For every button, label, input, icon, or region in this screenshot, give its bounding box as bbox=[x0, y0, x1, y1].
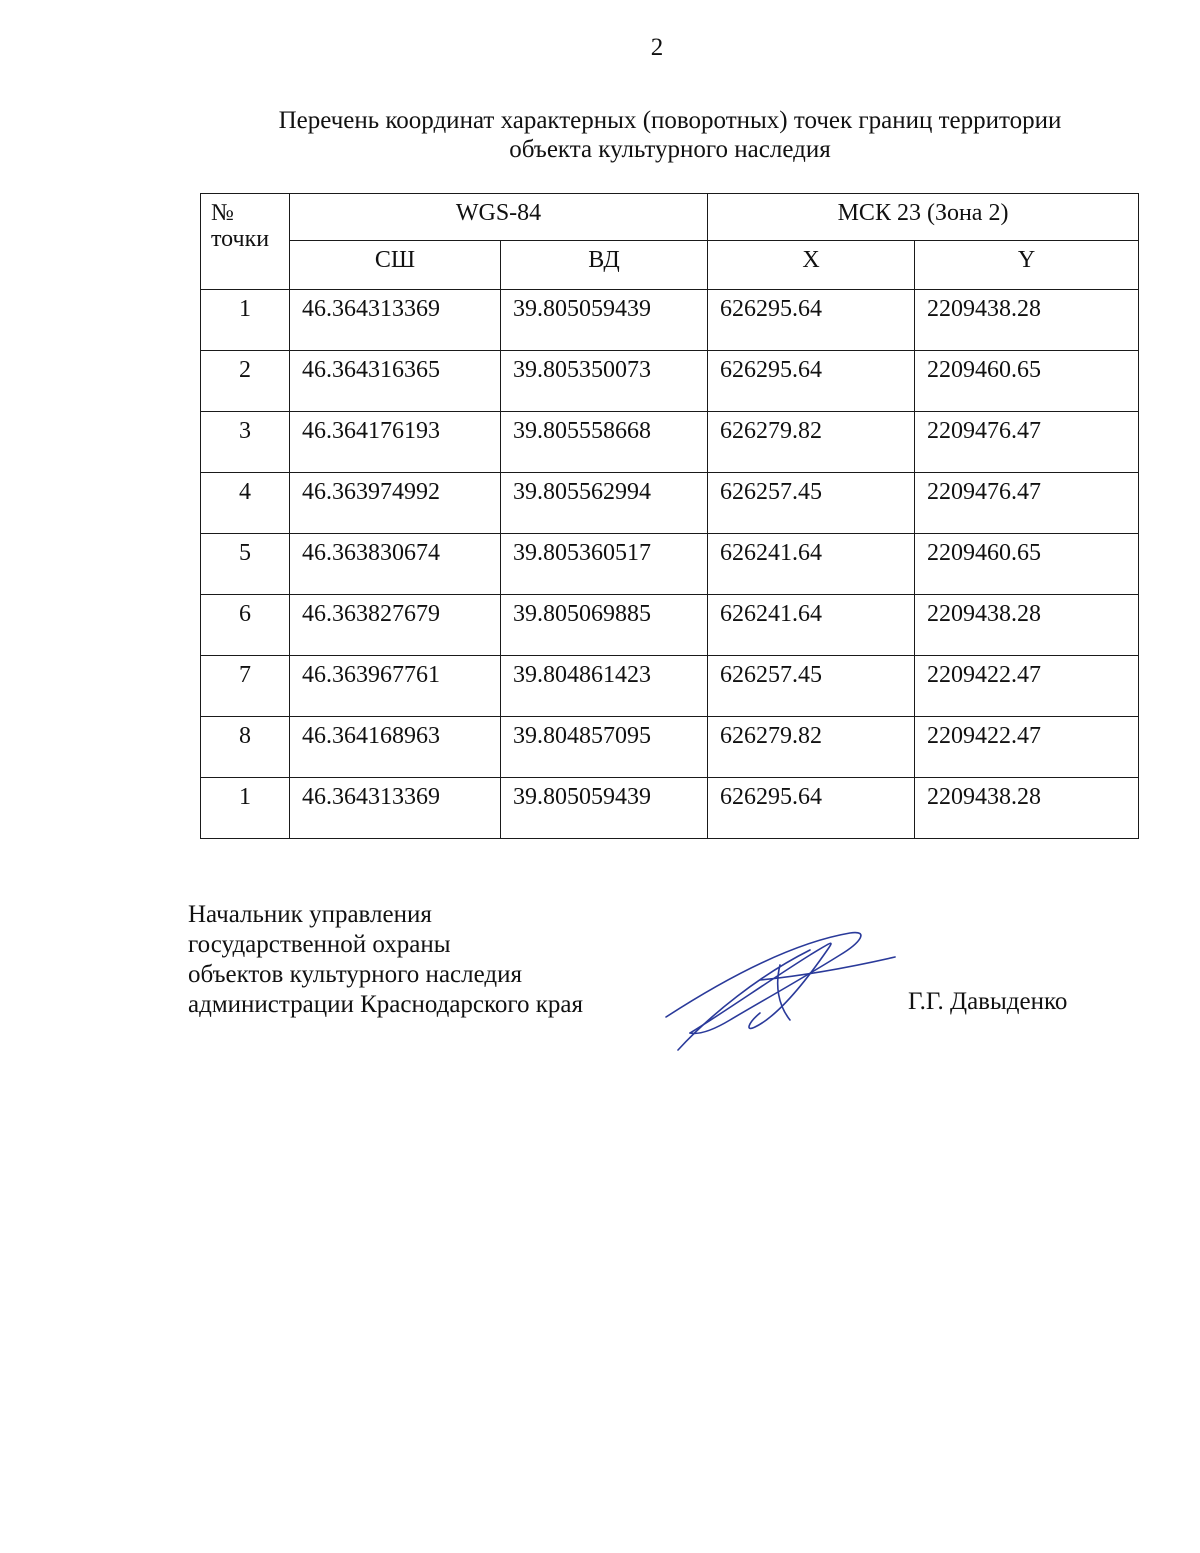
table-header-row bbox=[201, 194, 1139, 241]
header-x: X bbox=[708, 241, 915, 290]
latitude-cell: 46.364168963 bbox=[290, 717, 501, 778]
y-coordinate-cell: 2209460.65 bbox=[915, 534, 1139, 595]
longitude-cell: 39.805558668 bbox=[501, 412, 708, 473]
x-coordinate-cell: 626279.82 bbox=[708, 412, 915, 473]
header-latitude: СШ bbox=[290, 241, 501, 290]
latitude-cell: 46.364313369 bbox=[290, 778, 501, 839]
x-coordinate-cell: 626279.82 bbox=[708, 717, 915, 778]
point-number-cell: 4 bbox=[201, 473, 290, 534]
table-row bbox=[201, 656, 1139, 717]
position-line: объектов культурного наследия bbox=[188, 961, 522, 988]
x-coordinate-cell: 626257.45 bbox=[708, 473, 915, 534]
position-line: государственной охраны bbox=[188, 931, 451, 958]
document-title bbox=[200, 106, 1140, 164]
position-line: администрации Краснодарского края bbox=[188, 991, 584, 1018]
longitude-cell: 39.805562994 bbox=[501, 473, 708, 534]
table-row bbox=[201, 534, 1139, 595]
header-point-number: № точки bbox=[201, 194, 290, 290]
table-row bbox=[201, 595, 1139, 656]
table-row bbox=[201, 351, 1139, 412]
position-line: Начальник управления bbox=[188, 901, 432, 928]
table-subheader-row bbox=[201, 241, 1139, 290]
table-row bbox=[201, 778, 1139, 839]
y-coordinate-cell: 2209476.47 bbox=[915, 473, 1139, 534]
table-row bbox=[201, 290, 1139, 351]
coordinates-table bbox=[200, 193, 1139, 839]
x-coordinate-cell: 626295.64 bbox=[708, 351, 915, 412]
x-coordinate-cell: 626241.64 bbox=[708, 595, 915, 656]
y-coordinate-cell: 2209438.28 bbox=[915, 778, 1139, 839]
table-row bbox=[201, 473, 1139, 534]
header-longitude: ВД bbox=[501, 241, 708, 290]
longitude-cell: 39.804857095 bbox=[501, 717, 708, 778]
longitude-cell: 39.805059439 bbox=[501, 290, 708, 351]
point-number-cell: 2 bbox=[201, 351, 290, 412]
y-coordinate-cell: 2209476.47 bbox=[915, 412, 1139, 473]
handwritten-signature bbox=[660, 925, 900, 1055]
document-title-line-1: Перечень координат характерных (поворотных) точек границ территории bbox=[278, 107, 1062, 134]
point-number-cell: 3 bbox=[201, 412, 290, 473]
point-number-cell: 5 bbox=[201, 534, 290, 595]
y-coordinate-cell: 2209460.65 bbox=[915, 351, 1139, 412]
y-coordinate-cell: 2209438.28 bbox=[915, 595, 1139, 656]
table-row bbox=[201, 717, 1139, 778]
table-row bbox=[201, 412, 1139, 473]
x-coordinate-cell: 626241.64 bbox=[708, 534, 915, 595]
x-coordinate-cell: 626257.45 bbox=[708, 656, 915, 717]
signatory-position bbox=[188, 900, 583, 1020]
point-number-cell: 1 bbox=[201, 290, 290, 351]
latitude-cell: 46.363967761 bbox=[290, 656, 501, 717]
point-number-cell: 7 bbox=[201, 656, 290, 717]
longitude-cell: 39.805360517 bbox=[501, 534, 708, 595]
y-coordinate-cell: 2209422.47 bbox=[915, 656, 1139, 717]
longitude-cell: 39.805069885 bbox=[501, 595, 708, 656]
y-coordinate-cell: 2209438.28 bbox=[915, 290, 1139, 351]
latitude-cell: 46.364176193 bbox=[290, 412, 501, 473]
signatory-name: Г.Г. Давыденко bbox=[908, 988, 1068, 1015]
latitude-cell: 46.364316365 bbox=[290, 351, 501, 412]
header-y: Y bbox=[915, 241, 1139, 290]
latitude-cell: 46.363830674 bbox=[290, 534, 501, 595]
latitude-cell: 46.363827679 bbox=[290, 595, 501, 656]
longitude-cell: 39.805059439 bbox=[501, 778, 708, 839]
longitude-cell: 39.805350073 bbox=[501, 351, 708, 412]
y-coordinate-cell: 2209422.47 bbox=[915, 717, 1139, 778]
point-number-cell: 6 bbox=[201, 595, 290, 656]
latitude-cell: 46.363974992 bbox=[290, 473, 501, 534]
latitude-cell: 46.364313369 bbox=[290, 290, 501, 351]
x-coordinate-cell: 626295.64 bbox=[708, 290, 915, 351]
point-number-cell: 1 bbox=[201, 778, 290, 839]
page-number: 2 bbox=[650, 34, 664, 61]
header-msk23: МСК 23 (Зона 2) bbox=[708, 194, 1139, 241]
longitude-cell: 39.804861423 bbox=[501, 656, 708, 717]
point-number-cell: 8 bbox=[201, 717, 290, 778]
x-coordinate-cell: 626295.64 bbox=[708, 778, 915, 839]
header-wgs84: WGS-84 bbox=[290, 194, 708, 241]
document-title-line-2: объекта культурного наследия bbox=[509, 136, 831, 163]
table-body bbox=[201, 290, 1139, 839]
